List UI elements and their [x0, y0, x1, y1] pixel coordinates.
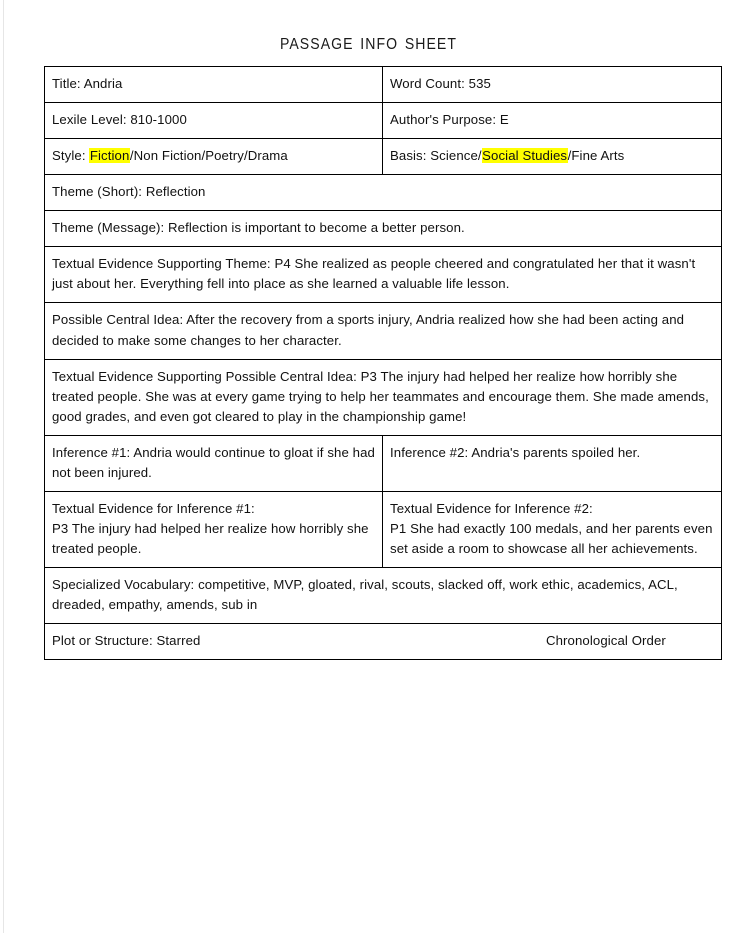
- page-edge: [3, 0, 4, 933]
- cell-possible-central-idea: Possible Central Idea: After the recovery from a sports injury, Andria realized how she had been acting and decided to make some changes to her character.: [45, 303, 722, 359]
- cell-evidence-inference-1: [45, 491, 383, 567]
- basis-suffix: /Fine Arts: [567, 148, 625, 164]
- table-row-theme-short: [45, 175, 722, 211]
- plot-structure-order: Chronological Order: [546, 633, 666, 649]
- style-suffix: /Non Fiction/Poetry/Drama: [129, 148, 288, 164]
- table-row-evidence-theme: [45, 247, 722, 303]
- table-row-central-idea: [45, 303, 722, 359]
- cell-inference-2: Inference #2: Andria's parents spoiled her.: [383, 435, 722, 491]
- cell-title: Title: Andria: [45, 67, 383, 103]
- table-row-evidence-central-idea: [45, 359, 722, 435]
- basis-prefix: Basis: Science/: [390, 148, 482, 164]
- table-row-title-wordcount: [45, 67, 722, 103]
- cell-lexile-level: Lexile Level: 810-1000: [45, 103, 383, 139]
- cell-style: [45, 139, 383, 175]
- table-row-inference-evidence: [45, 491, 722, 567]
- cell-theme-message: Theme (Message): Reflection is important to become a better person.: [45, 211, 722, 247]
- table-row-theme-message: [45, 211, 722, 247]
- evidence-inference-2-label: Textual Evidence for Inference #2:: [390, 500, 593, 516]
- basis-highlight: Social Studies: [482, 148, 568, 164]
- table-row-lexile-purpose: [45, 103, 722, 139]
- cell-evidence-inference-2: [383, 491, 722, 567]
- evidence-inference-1-text: P3 The injury had helped her realize how horribly she treated people.: [52, 520, 369, 556]
- style-highlight: Fiction: [89, 148, 130, 164]
- table-row-plot-structure: [45, 624, 722, 660]
- plot-structure-value: Plot or Structure: Starred: [52, 633, 201, 649]
- evidence-inference-2-text: P1 She had exactly 100 medals, and her parents even set aside a room to showcase all her achievements.: [390, 520, 713, 556]
- cell-word-count: Word Count: 535: [383, 67, 722, 103]
- cell-inference-1: Inference #1: Andria would continue to gloat if she had not been injured.: [45, 435, 383, 491]
- cell-theme-short: Theme (Short): Reflection: [45, 175, 722, 211]
- cell-textual-evidence-theme: Textual Evidence Supporting Theme: P4 She realized as people cheered and congratulated her that it wasn't just about her. Everything fell into place as she learned a valuable life lesson.: [45, 247, 722, 303]
- passage-info-table: [44, 66, 722, 660]
- cell-authors-purpose: Author's Purpose: E: [383, 103, 722, 139]
- cell-plot-or-structure: [45, 624, 722, 660]
- cell-textual-evidence-central-idea: Textual Evidence Supporting Possible Central Idea: P3 The injury had helped her realize how horribly she treated people. She was at every game trying to help her teammates and encourage them. She made amends, good grades, and even got cleared to play in the championship game!: [45, 359, 722, 435]
- table-row-style-basis: [45, 139, 722, 175]
- table-row-specialized-vocabulary: [45, 568, 722, 624]
- page-title: passage info sheet: [279, 28, 458, 54]
- table-row-inferences: [45, 435, 722, 491]
- style-prefix: Style:: [52, 148, 90, 164]
- cell-specialized-vocabulary: Specialized Vocabulary: competitive, MVP, gloated, rival, scouts, slacked off, work ethic, academics, ACL, dreaded, empathy, amends, sub in: [45, 568, 722, 624]
- evidence-inference-1-label: Textual Evidence for Inference #1:: [52, 500, 255, 516]
- cell-basis: [383, 139, 722, 175]
